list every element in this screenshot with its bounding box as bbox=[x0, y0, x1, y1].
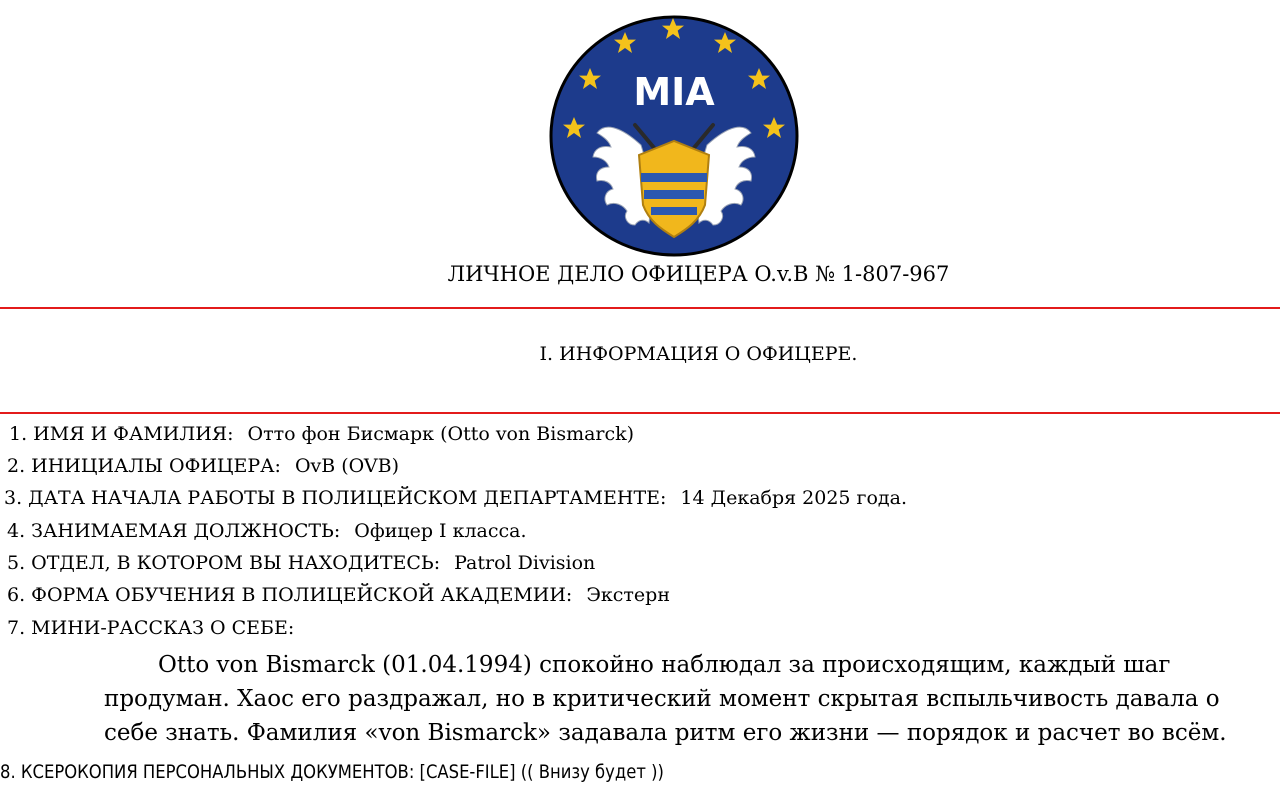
field-label: 3. ДАТА НАЧАЛА РАБОТЫ В ПОЛИЦЕЙСКОМ ДЕПАРТАМЕНТЕ: bbox=[4, 487, 667, 509]
field-label: 6. ФОРМА ОБУЧЕНИЯ В ПОЛИЦЕЙСКОЙ АКАДЕМИИ: bbox=[7, 584, 573, 606]
story-line: Otto von Bismarck (01.04.1994) спокойно наблюдал за происходящим, каждый шаг bbox=[158, 652, 1171, 678]
field-value: Экстерн bbox=[586, 584, 670, 606]
field-value: Patrol Division bbox=[454, 552, 596, 574]
field-position bbox=[7, 517, 527, 545]
section-divider-top bbox=[0, 307, 1280, 309]
field-mini-story bbox=[7, 614, 294, 642]
emblem-text: MIA bbox=[633, 70, 715, 114]
document-title: ЛИЧНОЕ ДЕЛО ОФИЦЕРА O.v.B № 1-807-967 bbox=[447, 262, 950, 286]
field-label: 1. ИМЯ И ФАМИЛИЯ: bbox=[9, 423, 234, 445]
field-value: Офицер I класса. bbox=[354, 520, 527, 542]
field-label: 5. ОТДЕЛ, В КОТОРОМ ВЫ НАХОДИТЕСЬ: bbox=[7, 552, 441, 574]
story-line: себе знать. Фамилия «von Bismarck» задавала ритм его жизни — порядок и расчет во всём. bbox=[104, 720, 1227, 746]
story-line: продуман. Хаос его раздражал, но в критический момент скрытая вспыльчивость давала о bbox=[104, 686, 1220, 712]
section-divider-bottom bbox=[0, 412, 1280, 414]
field-value: 14 Декабря 2025 года. bbox=[680, 487, 907, 509]
mia-emblem bbox=[549, 15, 799, 257]
field-documents: 8. КСЕРОКОПИЯ ПЕРСОНАЛЬНЫХ ДОКУМЕНТОВ: [CASE-FILE] (( Внизу будет )) bbox=[0, 761, 664, 783]
section-heading: I. ИНФОРМАЦИЯ О ОФИЦЕРЕ. bbox=[539, 343, 858, 365]
field-start-date bbox=[4, 484, 907, 512]
field-initials bbox=[7, 452, 399, 480]
field-value: OvB (OVB) bbox=[294, 455, 400, 477]
field-name bbox=[9, 420, 634, 448]
field-division bbox=[7, 549, 595, 577]
field-label: 2. ИНИЦИАЛЫ ОФИЦЕРА: bbox=[7, 455, 281, 477]
field-label: 7. МИНИ-РАССКАЗ О СЕБЕ: bbox=[7, 617, 295, 639]
mini-story-text bbox=[104, 648, 1280, 750]
field-label: 4. ЗАНИМАЕМАЯ ДОЛЖНОСТЬ: bbox=[7, 520, 341, 542]
field-training-form bbox=[7, 581, 670, 609]
field-value: Отто фон Бисмарк (Otto von Bismarck) bbox=[247, 423, 635, 445]
